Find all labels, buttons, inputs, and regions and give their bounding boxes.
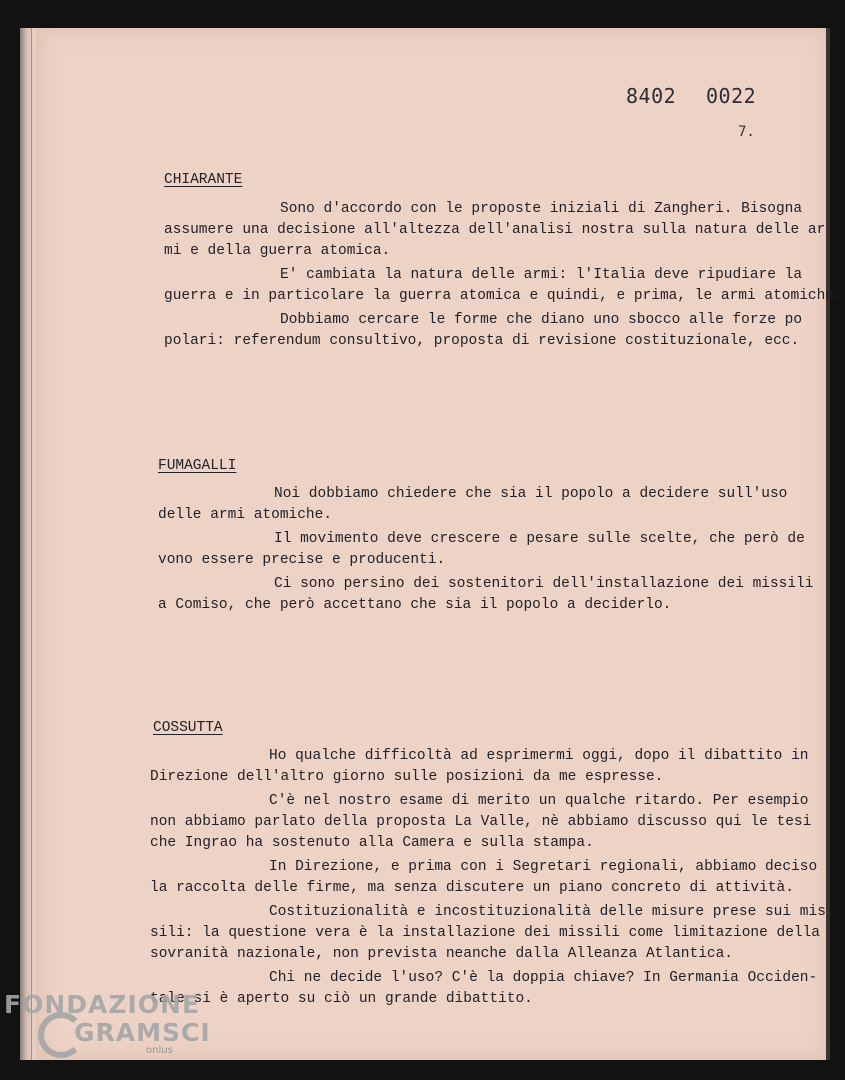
text-line: mi e della guerra atomica. — [164, 243, 391, 259]
watermark-line3: onlus — [146, 1045, 173, 1056]
text-line: la raccolta delle firme, ma senza discutere un piano concreto di attività. — [150, 880, 794, 896]
text-line: Chi ne decide l'uso? C'è la doppia chiave? In Germania Occiden- — [269, 970, 818, 986]
archive-stamp-right: 0022 — [706, 84, 757, 108]
text-line: sovranità nazionale, non prevista neanche dalla Alleanza Atlantica. — [150, 946, 733, 962]
text-line: polari: referendum consultivo, proposta di revisione costituzionale, ecc. — [164, 333, 800, 349]
watermark-line2: GRAMSCI — [74, 1018, 211, 1047]
paper-edge — [20, 28, 40, 1060]
text-line: assumere una decisione all'altezza dell'analisi nostra sulla natura delle ar — [164, 222, 826, 238]
text-line: tale si è aperto su ciò un grande dibattito. — [150, 991, 533, 1007]
text-line: vono essere precise e producenti. — [158, 552, 446, 568]
text-line: Direzione dell'altro giorno sulle posizioni da me espresse. — [150, 769, 664, 785]
text-line: sili: la questione vera è la installazione dei missili come limitazione della — [150, 925, 821, 941]
text-line: Sono d'accordo con le proposte iniziali di Zangheri. Bisogna — [280, 201, 803, 217]
text-line: Il movimento deve crescere e pesare sulle scelte, che però de — [274, 531, 805, 547]
text-line: In Direzione, e prima con i Segretari regionali, abbiamo deciso — [269, 859, 818, 875]
text-line: Ho qualche difficoltà ad esprimermi oggi, dopo il dibattito in — [269, 748, 809, 764]
text-line: Dobbiamo cercare le forme che diano uno sbocco alle forze po — [280, 312, 803, 328]
text-line: Costituzionalità e incostituzionalità delle misure prese sui mis — [269, 904, 826, 920]
text-line: a Comiso, che però accettano che sia il popolo a deciderlo. — [158, 597, 672, 613]
text-line: Ci sono persino dei sostenitori dell'installazione dei missili — [274, 576, 814, 592]
page-shadow — [826, 28, 830, 1060]
paper-edge-line — [31, 28, 32, 1060]
text-line: delle armi atomiche. — [158, 507, 333, 523]
text-line: non abbiamo parlato della proposta La Valle, nè abbiamo discusso qui le tesi — [150, 814, 812, 830]
text-line: che Ingrao ha sostenuto alla Camera e sulla stampa. — [150, 835, 594, 851]
speaker-cossutta: COSSUTTA — [153, 720, 223, 736]
watermark-line1: FONDAZIONE — [4, 990, 201, 1019]
text-line: Noi dobbiamo chiedere che sia il popolo a decidere sull'uso — [274, 486, 788, 502]
speaker-fumagalli: FUMAGALLI — [158, 458, 237, 474]
text-line: E' cambiata la natura delle armi: l'Italia deve ripudiare la — [280, 267, 803, 283]
text-line: C'è nel nostro esame di merito un qualche ritardo. Per esempio — [269, 793, 809, 809]
text-line: guerra e in particolare la guerra atomica e quindi, e prima, le armi atomiche. — [164, 288, 843, 304]
archive-stamp-left: 8402 — [626, 84, 677, 108]
page-number: 7. — [738, 124, 755, 140]
speaker-chiarante: CHIARANTE — [164, 172, 243, 188]
